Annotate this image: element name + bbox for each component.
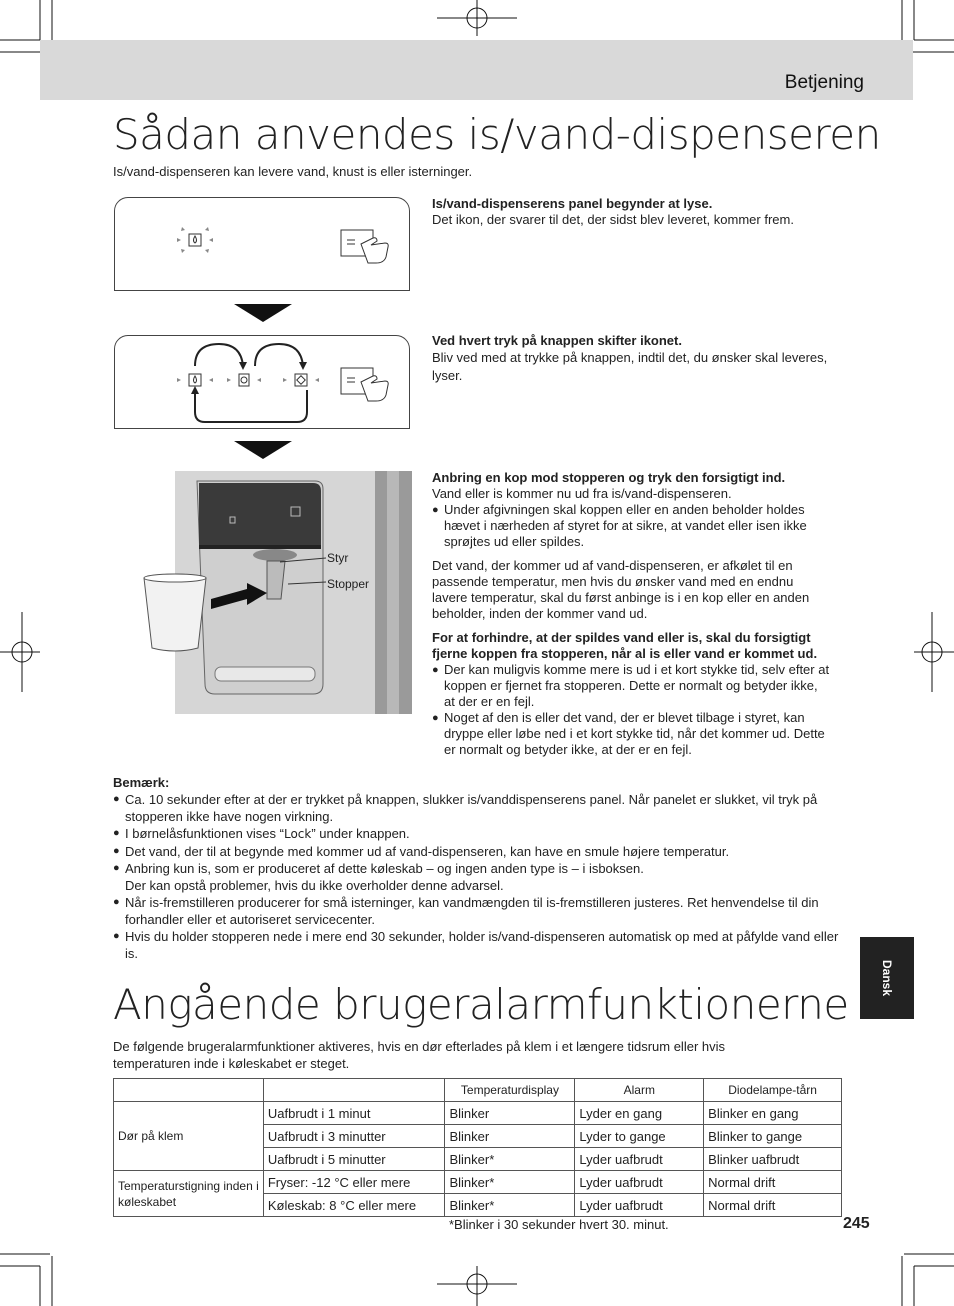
- table-cell: Blinker: [445, 1125, 575, 1148]
- section-label: Betjening: [784, 72, 864, 93]
- guide-label: Styr: [327, 551, 349, 565]
- alarm-title: Angående brugeralarmfunktionerne: [113, 980, 849, 1029]
- group-label: Temperaturstigning inden i køleskabet: [114, 1171, 264, 1217]
- list-item: ● Når is-fremstilleren producerer for små isterninger, kan vandmængden til is-fremstilleren justeres. Ret henvendelse til din forhandler eller et autoriseret servicecenter.: [113, 894, 843, 928]
- step3-warning: For at forhindre, at der spildes vand eller is, skal du forsigtigt fjerne koppen fra stopperen, når al is eller vand er kommet ud.: [432, 630, 818, 661]
- water-icon: [189, 234, 201, 246]
- note-section: [113, 774, 843, 962]
- dispenser-panel-step2: [114, 335, 410, 429]
- table-cell: Lyder en gang: [575, 1102, 704, 1125]
- table-cell: Blinker*: [445, 1148, 575, 1171]
- table-header: Alarm: [575, 1079, 704, 1102]
- language-tab: [860, 937, 914, 1019]
- table-row: [114, 1171, 842, 1194]
- list-item: [113, 860, 843, 894]
- page-title: Sådan anvendes is/vand-dispenseren: [113, 110, 881, 159]
- page-number: 245: [843, 1215, 870, 1232]
- push-button-icon: [341, 368, 388, 401]
- push-button-icon: [341, 230, 388, 263]
- table-cell: Blinker en gang: [704, 1102, 842, 1125]
- table-cell: Uafbrudt i 3 minutter: [263, 1125, 445, 1148]
- intro-text: Is/vand-dispenseren kan levere vand, knust is eller isterninger.: [113, 164, 473, 179]
- table-cell: Køleskab: 8 °C eller mere: [263, 1194, 445, 1217]
- table-cell: Fryser: -12 °C eller mere: [263, 1171, 445, 1194]
- step3-body: Vand eller is kommer nu ud fra is/vand-dispenseren.: [432, 486, 732, 501]
- list-item-text: Anbring kun is, som er produceret af dette køleskab – og ingen anden type is – i isboksen.: [125, 861, 644, 876]
- step3-heading: Anbring en kop mod stopperen og tryk den forsigtigt ind.: [432, 470, 786, 485]
- list-item: ● Under afgivningen skal koppen eller en anden beholder holdes hævet i nærheden af styret for at sikre, at vandet eller isen ikke sprøjtes ud eller spildes.: [432, 502, 832, 550]
- table-cell: Uafbrudt i 1 minut: [263, 1102, 445, 1125]
- table-cell: Blinker uafbrudt: [704, 1148, 842, 1171]
- step1-heading: Is/vand-dispenserens panel begynder at lyse.: [432, 196, 713, 211]
- note-title: Bemærk:: [113, 775, 170, 790]
- cycle-diagram: [115, 336, 409, 428]
- glow-marks-icon: [177, 227, 213, 253]
- table-header-empty: [114, 1079, 264, 1102]
- table-cell: Lyder uafbrudt: [575, 1148, 704, 1171]
- table-cell: Normal drift: [704, 1171, 842, 1194]
- table-header: Diodelampe-tårn: [704, 1079, 842, 1102]
- cup-icon: [140, 572, 210, 654]
- alarm-intro: De følgende brugeralarmfunktioner aktiveres, hvis en dør efterlades på klem i et længere tidsrum eller hvis temperaturen inde i køleskabet er steget.: [113, 1039, 725, 1071]
- lock-word: Lock: [283, 827, 312, 841]
- step3-text: [432, 470, 832, 758]
- step2-body: Bliv ved med at trykke på knappen, indtil det, du ønsker skal leveres, lyser.: [432, 350, 828, 383]
- list-item: ● Der kan muligvis komme mere is ud i et kort stykke tid, selv efter at koppen er fjernet fra stopperen. Dette er normalt og betyder ikke, at der er en fejl.: [432, 662, 832, 710]
- water-icon: [189, 374, 201, 386]
- table-row: [114, 1102, 842, 1125]
- table-cell: Blinker to gange: [704, 1125, 842, 1148]
- dispenser-panel-step1: [114, 197, 410, 291]
- table-cell: Uafbrudt i 5 minutter: [263, 1148, 445, 1171]
- alarm-table: [113, 1078, 842, 1217]
- table-cell: Blinker*: [445, 1194, 575, 1217]
- list-item: ● Det vand, der til at begynde med kommer ud af vand-dispenseren, kan have en smule højere temperatur.: [113, 843, 843, 860]
- lock-prefix: I børnelåsfunktionen vises “: [125, 826, 284, 841]
- callout-lines: [280, 556, 330, 596]
- crushed-ice-icon: [239, 374, 249, 386]
- stopper-label: Stopper: [327, 577, 370, 591]
- step2-heading: Ved hvert tryk på knappen skifter ikonet.: [432, 333, 682, 348]
- panel-icons: [115, 198, 409, 290]
- list-item: ● Ca. 10 sekunder efter at der er trykket på knappen, slukker is/vanddispenserens panel. Når panelet er slukket, vil tryk på stopperen ikke have nogen virkning.: [113, 791, 843, 825]
- step2-text: [432, 333, 842, 385]
- footnote: *Blinker i 30 sekunder hvert 30. minut.: [449, 1217, 669, 1232]
- arrow-down-icon: [234, 304, 292, 322]
- table-cell: Lyder uafbrudt: [575, 1171, 704, 1194]
- lock-suffix: ” under knappen.: [311, 826, 410, 841]
- list-item: ● Hvis du holder stopperen nede i mere end 30 sekunder, holder is/vand-dispenseren automatisk op med at påfylde vand eller is.: [113, 928, 843, 962]
- table-cell: Normal drift: [704, 1194, 842, 1217]
- language-label: Dansk: [880, 959, 894, 997]
- step1-text: [432, 196, 842, 228]
- list-item-extra: Der kan opstå problemer, hvis du ikke overholder denne advarsel.: [125, 878, 504, 893]
- list-item: [113, 825, 843, 843]
- table-cell: Lyder to gange: [575, 1125, 704, 1148]
- table-cell: Blinker*: [445, 1171, 575, 1194]
- step3-para: Det vand, der kommer ud af vand-dispenseren, er afkølet til en passende temperatur, men hvis du ønsker vand med en endnu lavere temperatur, skal du først anbinge is i en kop eller en anden beholder, inden der kommer vand ud.: [432, 558, 810, 621]
- table-header-empty: [263, 1079, 445, 1102]
- table-header: Temperaturdisplay: [445, 1079, 575, 1102]
- table-cell: Blinker: [445, 1102, 575, 1125]
- table-cell: Lyder uafbrudt: [575, 1194, 704, 1217]
- ice-cubes-icon: [295, 374, 307, 386]
- group-label: Dør på klem: [114, 1102, 264, 1171]
- step1-body: Det ikon, der svarer til det, der sidst blev leveret, kommer frem.: [432, 212, 794, 227]
- list-item: ● Noget af den is eller det vand, der er blevet tilbage i styret, kan dryppe eller løbe ned i et kort stykke tid, når det kommer ud. Dette er normalt og betyder ikke, at der er en fejl.: [432, 710, 832, 758]
- arrow-down-icon: [234, 441, 292, 459]
- header-band: [40, 40, 913, 100]
